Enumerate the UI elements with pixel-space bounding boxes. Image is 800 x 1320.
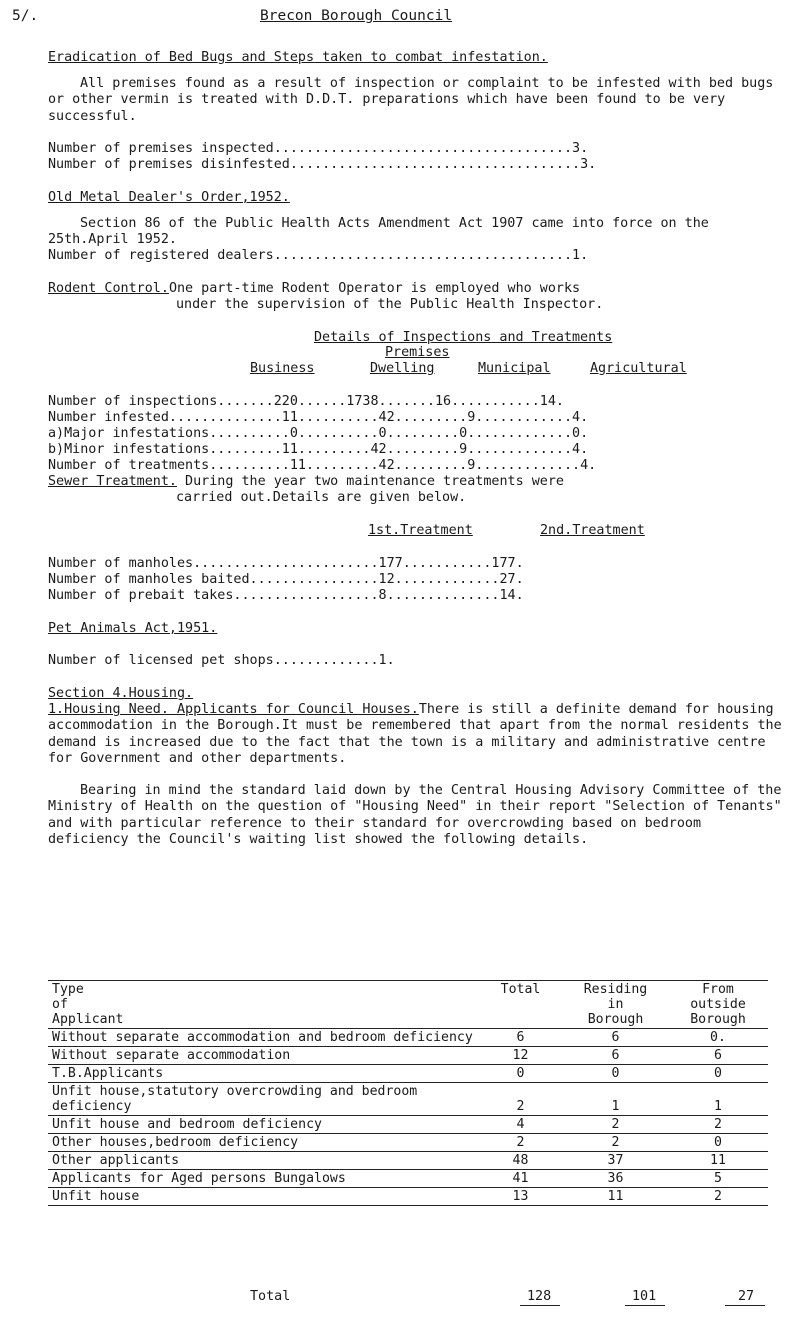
- col-dwelling: Dwelling: [370, 361, 435, 376]
- row-residing: 2: [563, 1116, 668, 1134]
- row-total: 2: [478, 1083, 563, 1116]
- rodent-heading: Rodent Control.: [48, 281, 169, 296]
- row-type: Applicants for Aged persons Bungalows: [48, 1170, 478, 1188]
- applicants-table: [48, 980, 768, 1206]
- residing-total-underline: [625, 1305, 665, 1306]
- sewer-heading: Sewer Treatment.: [48, 474, 177, 489]
- sewer-line2: carried out.Details are given below.: [176, 490, 467, 505]
- sewer-col-2nd: 2nd.Treatment: [540, 523, 645, 538]
- row-residing: 37: [563, 1152, 668, 1170]
- pets-heading: Pet Animals Act,1951.: [48, 621, 218, 636]
- total-label: Total: [250, 1289, 291, 1304]
- row-outside: 6: [668, 1047, 768, 1065]
- sewer-row-prebait: Number of prebait takes..................8..............14.: [48, 588, 524, 603]
- col-business: Business: [250, 361, 315, 376]
- table-row: [48, 1134, 768, 1152]
- total-underline: [520, 1305, 560, 1306]
- row-type: Other applicants: [48, 1152, 478, 1170]
- row-residing: 6: [563, 1029, 668, 1047]
- total-value: 128: [527, 1289, 552, 1304]
- row-type: Without separate accommodation: [48, 1047, 478, 1065]
- header-total: Total: [478, 981, 563, 1029]
- sewer-block: [48, 474, 564, 490]
- housing-sub-heading: 1.Housing Need. Applicants for Council Houses.: [48, 702, 419, 717]
- row-type: Other houses,bedroom deficiency: [48, 1134, 478, 1152]
- rodent-line2: under the supervision of the Public Health Inspector.: [176, 297, 604, 312]
- rodent-line1: One part-time Rodent Operator is employed who works: [168, 281, 581, 296]
- row-outside: 0.: [668, 1029, 768, 1047]
- table-row: [48, 1047, 768, 1065]
- housing-para1-text: There is still a definite demand for housing accommodation in the Borough.It must be remembered that apart from the normal residents the demand is increased due to the fact that the town is a military and administrative centre for Government and other departments.: [48, 702, 782, 766]
- row-residing: 11: [563, 1188, 668, 1206]
- registered-dealers: Number of registered dealers.....................................1.: [48, 248, 589, 263]
- row-residing: 6: [563, 1047, 668, 1065]
- row-total: 4: [478, 1116, 563, 1134]
- housing-para1: [48, 702, 788, 767]
- header-outside: From outside Borough: [668, 981, 768, 1029]
- rodent-row-inspections: Number of inspections.......220......1738.......16...........14.: [48, 394, 564, 409]
- row-type: Unfit house,statutory overcrowding and bedroom deficiency: [48, 1083, 478, 1116]
- row-residing: 2: [563, 1134, 668, 1152]
- sewer-row-manholes: Number of manholes.......................177...........177.: [48, 556, 524, 571]
- sewer-col-1st: 1st.Treatment: [368, 523, 473, 538]
- premises-heading: Premises: [385, 345, 450, 360]
- table-row: [48, 1083, 768, 1116]
- table-row: [48, 1116, 768, 1134]
- premises-disinfested: Number of premises disinfested....................................3.: [48, 157, 597, 172]
- sewer-line1: During the year two maintenance treatments were: [177, 474, 564, 489]
- row-outside: 5: [668, 1170, 768, 1188]
- row-type: Unfit house and bedroom deficiency: [48, 1116, 478, 1134]
- row-total: 13: [478, 1188, 563, 1206]
- row-outside: 0: [668, 1065, 768, 1083]
- row-total: 6: [478, 1029, 563, 1047]
- row-type: T.B.Applicants: [48, 1065, 478, 1083]
- bedbugs-heading: Eradication of Bed Bugs and Steps taken to combat infestation.: [48, 50, 548, 65]
- page-title: Brecon Borough Council: [260, 8, 453, 24]
- metal-paragraph: Section 86 of the Public Health Acts Amendment Act 1907 came into force on the 25th.April 1952.: [48, 216, 709, 248]
- metal-heading: Old Metal Dealer's Order,1952.: [48, 190, 290, 205]
- col-agricultural: Agricultural: [590, 361, 687, 376]
- row-residing: 0: [563, 1065, 668, 1083]
- rodent-row-treatments: Number of treatments..........11.........42.........9.............4.: [48, 458, 597, 473]
- row-type: Without separate accommodation and bedroom deficiency: [48, 1029, 478, 1047]
- row-outside: 2: [668, 1116, 768, 1134]
- bedbugs-paragraph: All premises found as a result of inspection or complaint to be infested with bed bugs or other vermin is treated with D.D.T. preparations which have been found to be very successful.: [48, 76, 774, 124]
- table-row: [48, 1029, 768, 1047]
- rodent-row-major: a)Major infestations..........0..........0.........0.............0.: [48, 426, 589, 441]
- premises-inspected: Number of premises inspected.....................................3.: [48, 141, 589, 156]
- outside-total: 27: [738, 1289, 755, 1304]
- table-row: [48, 1170, 768, 1188]
- row-total: 41: [478, 1170, 563, 1188]
- row-total: 48: [478, 1152, 563, 1170]
- row-total: 2: [478, 1134, 563, 1152]
- housing-section-heading: Section 4.Housing.: [48, 686, 194, 701]
- rodent-row-minor: b)Minor infestations.........11.........42.........9.............4.: [48, 442, 589, 457]
- header-type: Type of Applicant: [48, 981, 478, 1029]
- rodent-row-infested: Number infested..............11..........42.........9............4.: [48, 410, 589, 425]
- housing-para2: Bearing in mind the standard laid down by the Central Housing Advisory Committee of the Ministry of Health on the question of "Housing Need" in their report "Selection of Tenants" and with particular reference to their standard for overcrowding based on bedroom deficiency the Council's waiting list showed the following details.: [48, 783, 782, 847]
- col-municipal: Municipal: [478, 361, 551, 376]
- sewer-row-baited: Number of manholes baited................12.............27.: [48, 572, 524, 587]
- details-heading: Details of Inspections and Treatments: [314, 330, 613, 345]
- page-number: 5/.: [12, 8, 39, 24]
- row-total: 12: [478, 1047, 563, 1065]
- header-residing: Residing in Borough: [563, 981, 668, 1029]
- rodent-block: [48, 281, 580, 297]
- residing-total: 101: [632, 1289, 657, 1304]
- pet-shops: Number of licensed pet shops.............1.: [48, 653, 395, 668]
- outside-total-underline: [725, 1305, 765, 1306]
- row-total: 0: [478, 1065, 563, 1083]
- table-row: [48, 1065, 768, 1083]
- row-residing: 1: [563, 1083, 668, 1116]
- row-outside: 1: [668, 1083, 768, 1116]
- row-outside: 11: [668, 1152, 768, 1170]
- row-type: Unfit house: [48, 1188, 478, 1206]
- table-row: [48, 1152, 768, 1170]
- row-outside: 0: [668, 1134, 768, 1152]
- table-header-row: [48, 981, 768, 1029]
- row-residing: 36: [563, 1170, 668, 1188]
- row-outside: 2: [668, 1188, 768, 1206]
- table-row: [48, 1188, 768, 1206]
